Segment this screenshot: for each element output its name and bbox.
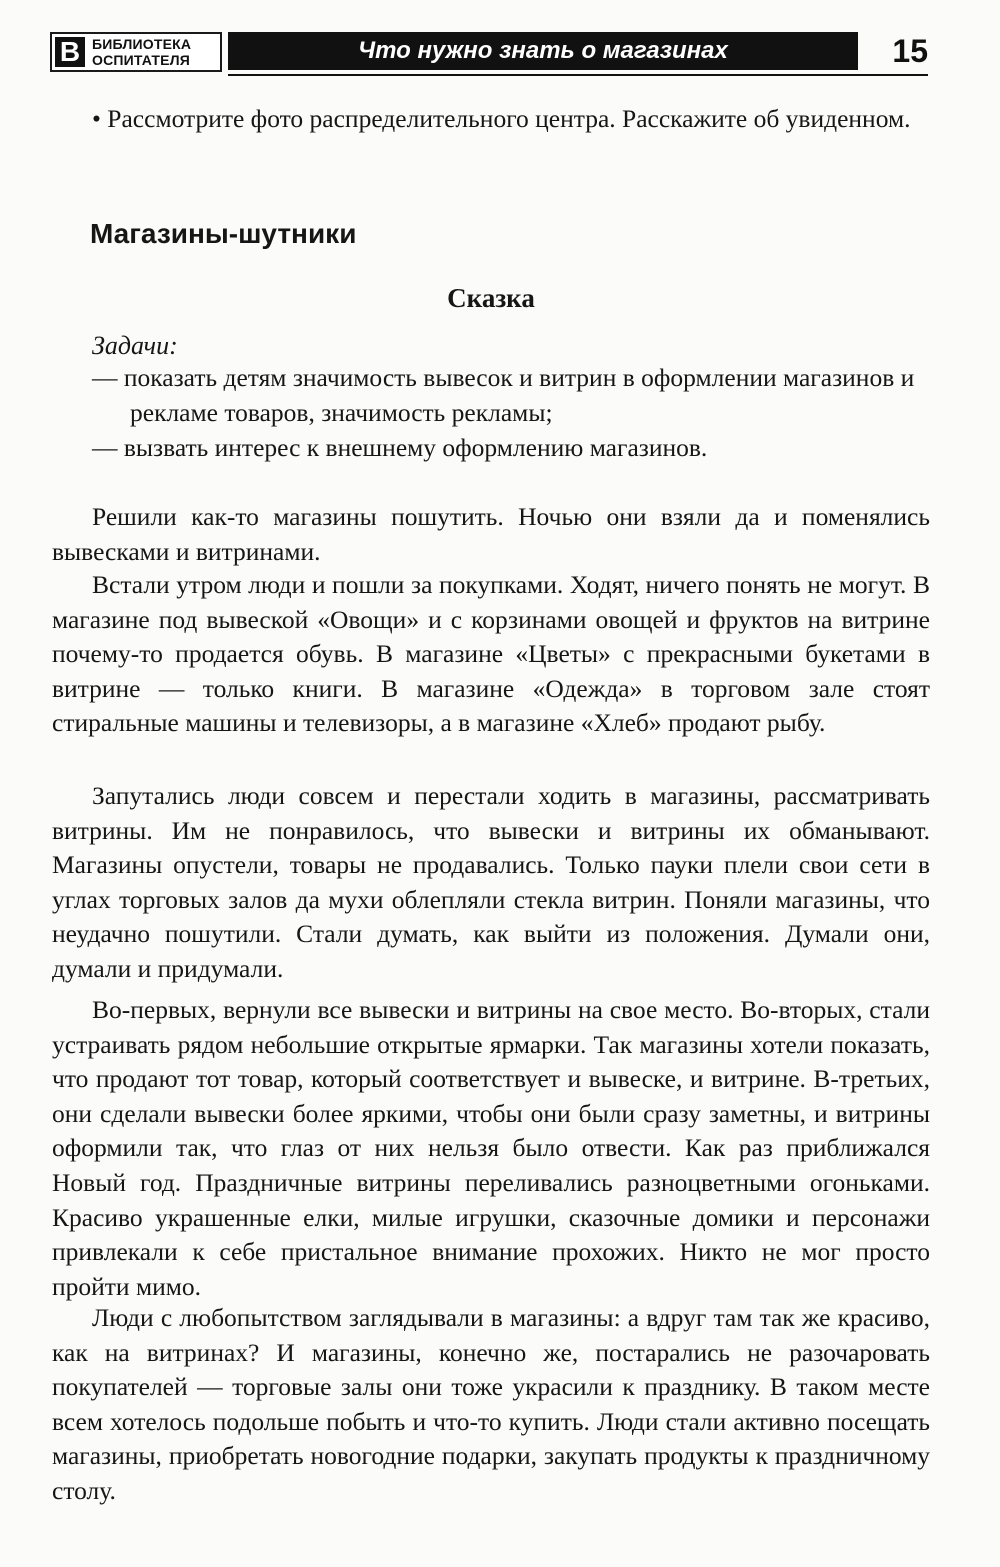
story-paragraph-5: Люди с любопытством заглядывали в магазины: а вдруг там так же красиво, как на витринах? И магазины, конечно же, постарались не разочаровать покупателей — торговые залы они тоже украсили к празднику. В таком месте всем хотелось подольше побыть и что-то купить. Люди стали активно посещать магазины, приобретать новогодние подарки, закупать продукты к праздничному столу. [52, 1303, 930, 1505]
tasks-list [92, 360, 930, 465]
header-rule [228, 74, 928, 76]
intro-bullet-paragraph: • Рассмотрите фото распределительного центра. Расскажите об увиденном. [92, 104, 911, 133]
task-item: — показать детям значимость вывесок и витрин в оформлении магазинов и рекламе товаров, значимость рекламы; [92, 363, 915, 427]
running-header [50, 30, 928, 76]
task-item: — вызвать интерес к внешнему оформлению магазинов. [92, 433, 708, 462]
story-paragraph-4: Во-первых, вернули все вывески и витрины на свое место. Во-вторых, стали устраивать рядом небольшие открытые ярмарки. Так магазины хотели показать, что продают тот товар, который соответствует и вывеске, и витрине. В-третьих, они сделали вывески более яркими, чтобы они были сразу заметны, и витрины оформили так, что глаз от них нельзя было отвести. Как раз приближался Новый год. Праздничные витрины переливались разноцветными огоньками. Красиво украшенные елки, милые игрушки, сказочные домики и персонажи привлекали к себе пристальное внимание прохожих. Никто не мог просто пройти мимо. [52, 995, 930, 1301]
running-title: Что нужно знать о магазинах [228, 32, 858, 70]
series-logo-line2: ОСПИТАТЕЛЯ [92, 52, 190, 68]
story-paragraph-1: Решили как-то магазины пошутить. Ночью они взяли да и поменялись вывесками и витринами. [52, 502, 930, 566]
series-logo-text [92, 36, 191, 68]
series-logo-letter: В [55, 37, 85, 67]
tasks-label: Задачи: [92, 331, 178, 360]
section-subtitle: Сказка [447, 283, 535, 313]
page-number: 15 [892, 33, 928, 69]
series-logo [50, 32, 222, 72]
story-paragraph-2: Встали утром люди и пошли за покупками. Ходят, ничего понять не могут. В магазине под вывеской «Овощи» и с корзинами овощей и фруктов на витрине почему-то продается обувь. В магазине «Цветы» с прекрасными букетами в витрине — только книги. В магазине «Одежда» в торговом зале стоят стиральные машины и телевизоры, а в магазине «Хлеб» продают рыбу. [52, 570, 930, 738]
series-logo-line1: БИБЛИОТЕКА [92, 36, 192, 52]
story-paragraph-3: Запутались люди совсем и перестали ходить в магазины, рассматривать витрины. Им не понравилось, что вывески и витрины их обманывают. Магазины опустели, товары не продавались. Только пауки плели свои сети в углах торговых залов да мухи облепляли стекла витрин. Поняли магазины, что неудачно пошутили. Стали думать, как выйти из положения. Думали они, думали и придумали. [52, 781, 930, 983]
section-title: Магазины-шутники [90, 218, 357, 249]
